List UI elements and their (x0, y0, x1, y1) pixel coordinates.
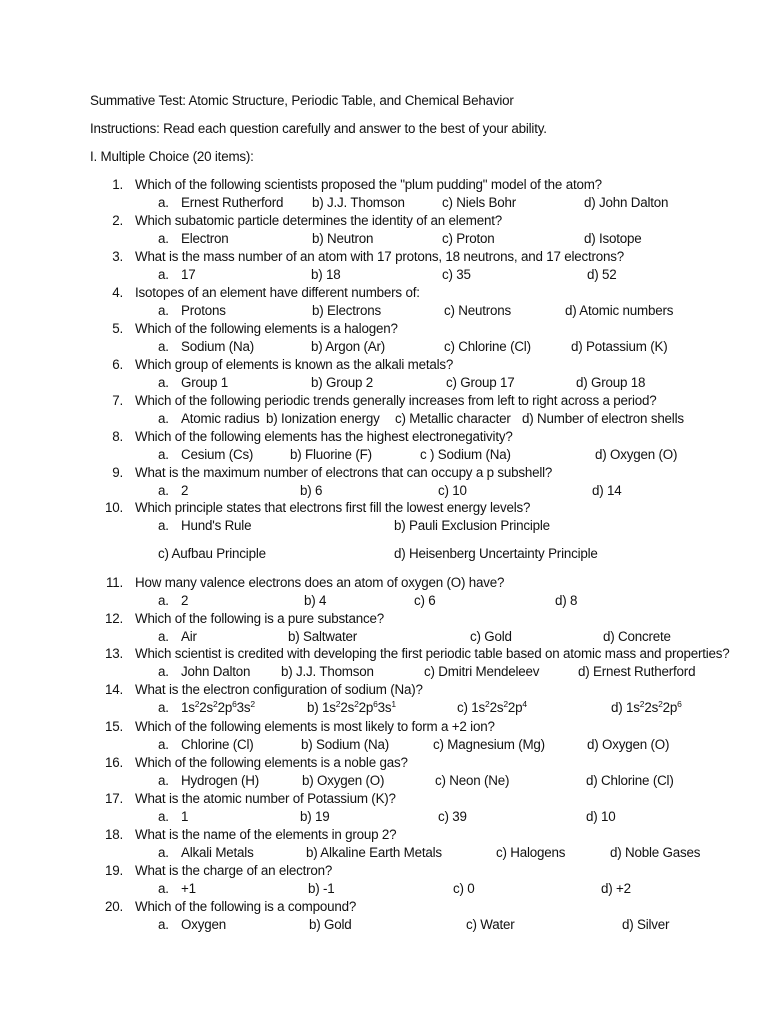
question-text: What is the mass number of an atom with 17 protons, 18 neutrons, and 17 electrons? (135, 249, 625, 264)
answer-option: c) Dmitri Mendeleev (424, 664, 540, 679)
option-marker: a. (158, 917, 169, 932)
answer-option: b) Oxygen (O) (302, 773, 385, 788)
option-marker: a. (158, 411, 169, 426)
question-text: Isotopes of an element have different numbers of: (135, 285, 420, 300)
question-number: 17. (104, 791, 123, 806)
answer-option: Hydrogen (H) (181, 773, 259, 788)
answer-option: c) Aufbau Principle (158, 546, 266, 561)
answer-option: d) 52 (587, 267, 617, 282)
option-marker: a. (158, 664, 169, 679)
answer-option: c) Neutrons (444, 303, 512, 318)
answer-option: d) Silver (622, 917, 670, 932)
question-number: 16. (104, 755, 123, 770)
answer-option: Ernest Rutherford (181, 195, 284, 210)
answer-option: d) Chlorine (Cl) (586, 773, 674, 788)
answer-option: d) Isotope (584, 231, 642, 246)
question-text: What is the atomic number of Potassium (K)? (135, 791, 396, 806)
question-number: 15. (104, 719, 123, 734)
question-number: 3. (112, 249, 123, 264)
answer-option: b) Gold (309, 917, 352, 932)
answer-option: b) Argon (Ar) (311, 339, 386, 354)
option-marker: a. (158, 303, 169, 318)
option-marker: a. (158, 700, 169, 715)
answer-option: Hund's Rule (181, 518, 252, 533)
answer-option: 2 (181, 593, 189, 608)
question-text: Which of the following is a compound? (135, 899, 357, 914)
answer-option: c) $1s^22s^22p^4$ (457, 699, 527, 715)
answer-option: d) Noble Gases (610, 845, 701, 860)
answer-option: c) 6 (414, 593, 436, 608)
answer-option: c) Magnesium (Mg) (433, 737, 545, 752)
answer-option: Sodium (Na) (181, 339, 254, 354)
question-text: Which principle states that electrons first fill the lowest energy levels? (135, 500, 531, 515)
question-text: Which of the following is a pure substance? (135, 611, 384, 626)
question-text: Which subatomic particle determines the identity of an element? (135, 213, 502, 228)
answer-option: d) John Dalton (584, 195, 669, 210)
answer-option: c ) Sodium (Na) (420, 447, 511, 462)
question-text: Which of the following elements is most likely to form a +2 ion? (135, 719, 495, 734)
question-text: What is the charge of an electron? (135, 863, 333, 878)
question-number: 14. (104, 682, 123, 697)
question-text: Which of the following elements is a noble gas? (135, 755, 408, 770)
answer-option: Atomic radius (181, 411, 260, 426)
answer-option: c) Halogens (496, 845, 566, 860)
answer-option: d) Concrete (603, 629, 671, 644)
question-text: What is the maximum number of electrons that can occupy a p subshell? (135, 465, 553, 480)
answer-option: c) Water (466, 917, 515, 932)
question-number: 1. (112, 177, 123, 192)
question-text: How many valence electrons does an atom of oxygen (O) have? (135, 575, 505, 590)
test-title: Summative Test: Atomic Structure, Periodic Table, and Chemical Behavior (90, 93, 514, 108)
answer-option: 17 (181, 267, 196, 282)
answer-option: Electron (181, 231, 229, 246)
answer-option: d) $1s^22s^22p^6$ (611, 699, 682, 715)
question-text: Which of the following elements is a halogen? (135, 321, 398, 336)
question-text: Which of the following scientists proposed the "plum pudding" model of the atom? (135, 177, 602, 192)
instructions: Instructions: Read each question carefully and answer to the best of your ability. (90, 121, 547, 136)
answer-option: d) Atomic numbers (565, 303, 674, 318)
answer-option: b) Electrons (312, 303, 382, 318)
answer-option: c) 39 (438, 809, 467, 824)
question-number: 20. (104, 899, 123, 914)
option-marker: a. (158, 518, 169, 533)
question-text: Which scientist is credited with developing the first periodic table based on atomic mass and properties? (135, 646, 730, 661)
answer-option: b) $1s^22s^22p^63s^1$ (307, 699, 396, 715)
answer-option: $1s^22s^22p^63s^2$ (181, 699, 255, 715)
answer-option: c) Group 17 (446, 375, 515, 390)
answer-option: b) 4 (304, 593, 327, 608)
question-text: What is the electron configuration of sodium (Na)? (135, 682, 423, 697)
option-marker: a. (158, 447, 169, 462)
answer-option: b) Ionization energy (266, 411, 380, 426)
answer-option: c) 35 (442, 267, 471, 282)
answer-option: Protons (181, 303, 226, 318)
answer-option: b) J.J. Thomson (281, 664, 374, 679)
answer-option: b) Pauli Exclusion Principle (394, 518, 550, 533)
question-number: 12. (104, 611, 123, 626)
answer-option: c) Gold (470, 629, 512, 644)
option-marker: a. (158, 339, 169, 354)
answer-option: c) Chlorine (Cl) (444, 339, 531, 354)
answer-option: b) Saltwater (288, 629, 358, 644)
question-text: Which group of elements is known as the alkali metals? (135, 357, 454, 372)
answer-option: c) Niels Bohr (442, 195, 517, 210)
answer-option: Chlorine (Cl) (181, 737, 254, 752)
option-marker: a. (158, 737, 169, 752)
answer-option: John Dalton (181, 664, 251, 679)
answer-option: b) 19 (300, 809, 330, 824)
answer-option: c) 10 (438, 483, 467, 498)
answer-option: d) Oxygen (O) (595, 447, 678, 462)
question-number: 13. (104, 646, 123, 661)
answer-option: b) 18 (311, 267, 341, 282)
answer-option: c) 0 (453, 881, 475, 896)
option-marker: a. (158, 629, 169, 644)
option-marker: a. (158, 845, 169, 860)
question-number: 7. (112, 393, 123, 408)
answer-option: d) 10 (586, 809, 616, 824)
question-number: 6. (112, 357, 123, 372)
answer-option: Group 1 (181, 375, 228, 390)
section-heading: I. Multiple Choice (20 items): (90, 149, 254, 164)
answer-option: 1 (181, 809, 189, 824)
answer-option: b) Group 2 (311, 375, 374, 390)
answer-option: d) Potassium (K) (571, 339, 668, 354)
option-marker: a. (158, 375, 169, 390)
answer-option: b) Neutron (312, 231, 374, 246)
answer-option: b) Fluorine (F) (290, 447, 372, 462)
option-marker: a. (158, 881, 169, 896)
question-text: Which of the following periodic trends generally increases from left to right across a period? (135, 393, 657, 408)
answer-option: d) Heisenberg Uncertainty Principle (394, 546, 598, 561)
answer-option: c) Metallic character (395, 411, 511, 426)
option-marker: a. (158, 483, 169, 498)
option-marker: a. (158, 809, 169, 824)
answer-option: d) Ernest Rutherford (578, 664, 696, 679)
option-marker: a. (158, 593, 169, 608)
question-number: 19. (104, 863, 123, 878)
question-number: 10. (104, 500, 123, 515)
question-number: 2. (112, 213, 123, 228)
answer-option: d) Number of electron shells (522, 411, 684, 426)
answer-option: b) -1 (308, 881, 335, 896)
answer-option: b) 6 (300, 483, 323, 498)
option-marker: a. (158, 195, 169, 210)
answer-option: d) Group 18 (576, 375, 646, 390)
question-number: 8. (112, 429, 123, 444)
question-number: 9. (112, 465, 123, 480)
option-marker: a. (158, 267, 169, 282)
question-number: 5. (112, 321, 123, 336)
question-number: 4. (112, 285, 123, 300)
answer-option: d) 8 (555, 593, 578, 608)
answer-option: +1 (181, 881, 196, 896)
answer-option: c) Proton (442, 231, 495, 246)
answer-option: Alkali Metals (181, 845, 254, 860)
answer-option: b) Sodium (Na) (301, 737, 389, 752)
option-marker: a. (158, 231, 169, 246)
answer-option: 2 (181, 483, 189, 498)
answer-option: d) Oxygen (O) (587, 737, 670, 752)
question-number: 11. (105, 575, 123, 590)
answer-option: Air (181, 629, 197, 644)
answer-option: b) Alkaline Earth Metals (306, 845, 442, 860)
answer-option: b) J.J. Thomson (312, 195, 405, 210)
question-number: 18. (104, 827, 123, 842)
answer-option: d) +2 (601, 881, 631, 896)
answer-option: c) Neon (Ne) (435, 773, 510, 788)
question-text: Which of the following elements has the highest electronegativity? (135, 429, 513, 444)
answer-option: Cesium (Cs) (181, 447, 254, 462)
option-marker: a. (158, 773, 169, 788)
answer-option: Oxygen (181, 917, 226, 932)
answer-option: d) 14 (592, 483, 622, 498)
question-text: What is the name of the elements in group 2? (135, 827, 397, 842)
